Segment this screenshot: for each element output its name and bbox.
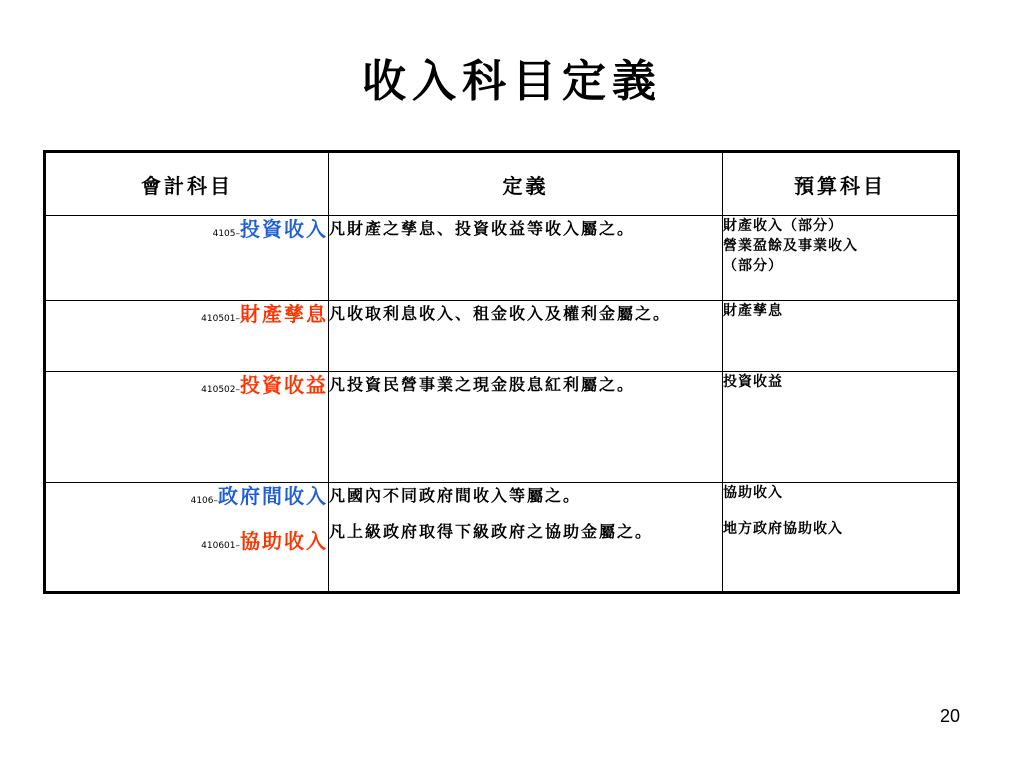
account-subject-cell — [45, 301, 329, 372]
budget-text: 地方政府協助收入 — [723, 521, 843, 537]
table-header-row — [45, 152, 959, 216]
definition-cell — [329, 216, 723, 301]
page-number: 20 — [940, 706, 961, 726]
table-row — [45, 216, 959, 301]
subject-name: 投資收入 — [240, 217, 328, 241]
budget-subject-cell — [723, 216, 959, 301]
budget-subject-cell — [723, 372, 959, 483]
definition-text: 凡上級政府取得下級政府之協助金屬之。 — [329, 522, 654, 541]
account-subject-cell — [45, 372, 329, 483]
subject-code: 4105– — [212, 229, 240, 239]
definition-cell — [329, 301, 723, 372]
budget-text: 財產收入（部分） — [723, 218, 843, 234]
definition-text: 凡財產之孳息、投資收益等收入屬之。 — [329, 219, 636, 238]
definition-text: 凡投資民營事業之現金股息紅利屬之。 — [329, 375, 636, 394]
revenue-subject-table — [43, 150, 960, 594]
header-definition: 定義 — [329, 152, 723, 216]
subject-name: 投資收益 — [240, 373, 328, 397]
table-row — [45, 301, 959, 372]
subject-code: 410601– — [201, 541, 240, 551]
slide-title: 收入科目定義 — [362, 56, 662, 107]
subject-name: 財產孳息 — [240, 302, 328, 326]
budget-subject-cell — [723, 483, 959, 593]
definition-cell — [329, 483, 723, 593]
table-row — [45, 372, 959, 483]
definition-text: 凡收取利息收入、租金收入及權利金屬之。 — [329, 304, 672, 323]
budget-text: 財產孳息 — [723, 303, 783, 319]
budget-text: 投資收益 — [723, 374, 783, 390]
account-subject-cell — [45, 216, 329, 301]
subject-name: 政府間收入 — [218, 484, 328, 508]
definition-text: 凡國內不同政府間收入等屬之。 — [329, 486, 582, 505]
budget-text: 協助收入 — [723, 485, 783, 501]
header-budget-subject: 預算科目 — [723, 152, 959, 216]
budget-text: （部分） — [723, 258, 783, 274]
subject-code: 410501– — [201, 314, 240, 324]
table-row — [45, 483, 959, 593]
subject-code: 4106– — [190, 496, 218, 506]
subject-code: 410502– — [201, 385, 240, 395]
budget-subject-cell — [723, 301, 959, 372]
header-account-subject: 會計科目 — [45, 152, 329, 216]
subject-name: 協助收入 — [240, 529, 328, 553]
definition-cell — [329, 372, 723, 483]
budget-text: 營業盈餘及事業收入 — [723, 238, 858, 254]
account-subject-cell — [45, 483, 329, 593]
